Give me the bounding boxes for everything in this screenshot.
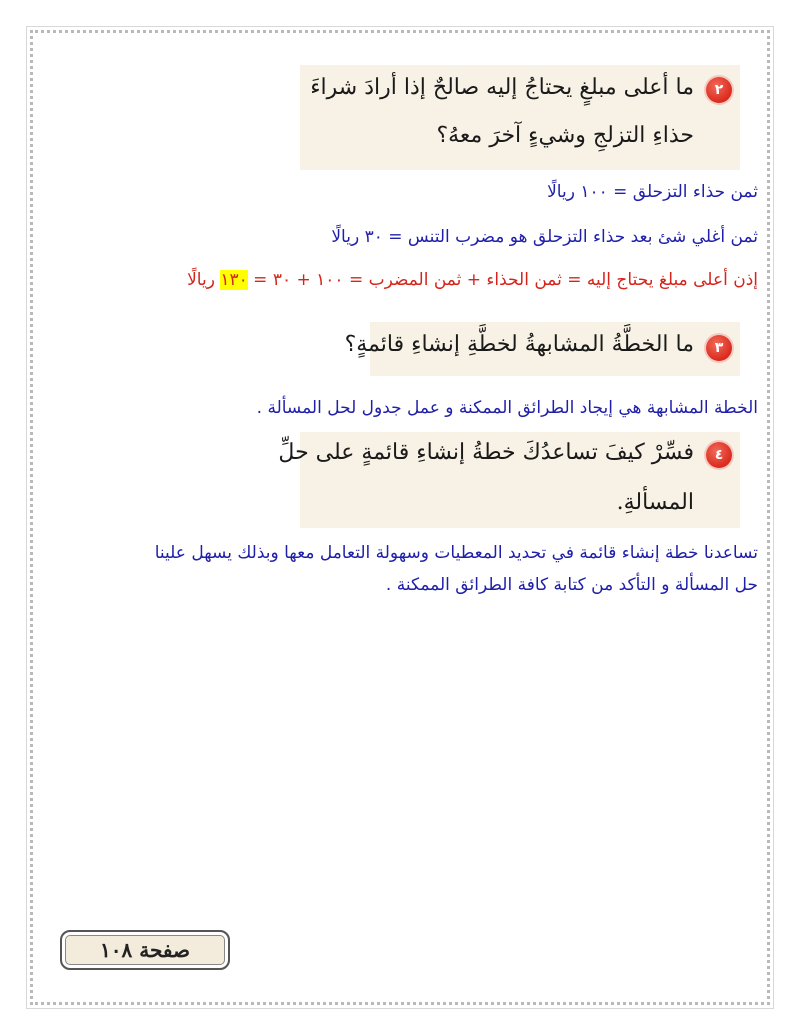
question-4-line-2: المسألةِ.	[616, 490, 694, 515]
question-2-line-2: حذاءِ التزلجِ وشيءٍ آخرَ معهُ؟	[436, 123, 694, 148]
page-number-label: صفحة ١٠٨	[60, 930, 230, 970]
answer-4-line-1: تساعدنا خطة إنشاء قائمة في تحديد المعطيات وسهولة التعامل معها وبذلك يسهل علينا	[154, 543, 758, 563]
answer-2-equation: إذن أعلى مبلغ يحتاج إليه = ثمن الحذاء + ثمن المضرب = ١٠٠ + ٣٠ =	[247, 270, 758, 290]
question-2-number-badge: ٢	[706, 77, 732, 103]
question-4-line-1: فسِّرْ كيفَ تساعدُكَ خطةُ إنشاءِ قائمةٍ على حلِّ	[278, 440, 694, 465]
question-4-number-badge: ٤	[706, 442, 732, 468]
question-3-box	[344, 322, 740, 376]
question-2-line-1: ما أعلى مبلغٍ يحتاجُ إليه صالحٌ إذا أرادَ شراءَ	[310, 75, 694, 100]
answer-4-line-2: حل المسألة و التأكد من كتابة كافة الطرائق الممكنة .	[385, 575, 758, 595]
question-3-number-badge: ٣	[706, 335, 732, 361]
answer-3-line-1: الخطة المشابهة هي إيجاد الطرائق الممكنة و عمل جدول لحل المسألة .	[256, 398, 758, 418]
question-4-box	[278, 432, 740, 528]
answer-2-line-1: ثمن حذاء التزحلق = ١٠٠ ريالًا	[547, 182, 758, 202]
answer-2-unit: ريالًا	[187, 270, 221, 290]
question-2-box	[300, 65, 740, 170]
answer-2-line-2: ثمن أغلي شئ بعد حذاء التزحلق هو مضرب التنس = ٣٠ ريالًا	[331, 227, 758, 247]
answer-2-line-3	[187, 270, 758, 290]
question-3-line-1: ما الخطَّةُ المشابهةُ لخطَّةِ إنشاءِ قائمةٍ؟	[344, 332, 694, 357]
answer-2-total-highlight: ١٣٠	[220, 270, 248, 290]
